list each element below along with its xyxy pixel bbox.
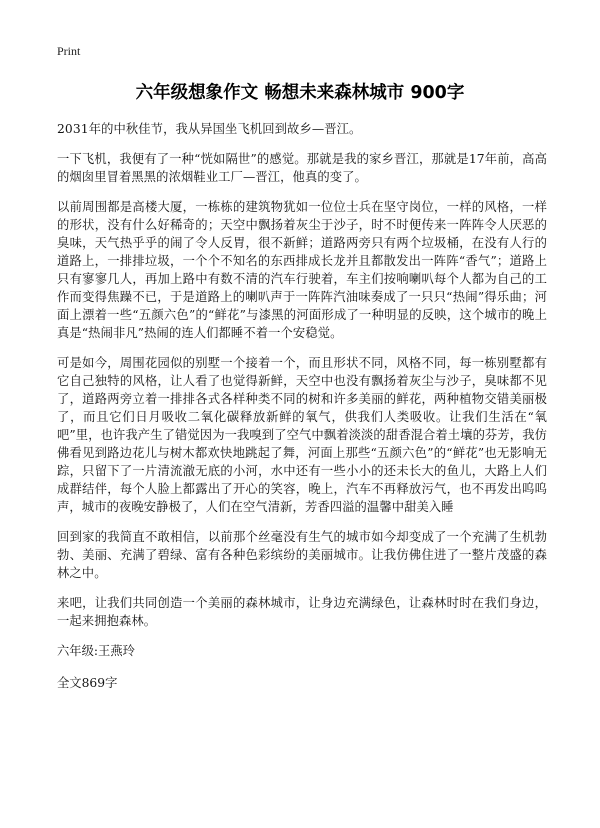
page-title: 六年级想象作文 畅想未来森林城市 900字 bbox=[135, 83, 465, 103]
paragraph-disbelief: 回到家的我简直不敢相信，以前那个丝毫没有生气的城市如今却变成了一个充满了生机勃勃、美丽、充满了碧绿、富有各种色彩缤纷的美丽城市。让我仿佛住进了一整片茂盛的森林之中。 bbox=[57, 530, 547, 580]
article-body bbox=[57, 120, 547, 706]
paragraph-present-city: 可是如今，周围花园似的别墅一个接着一个，而且形状不同，风格不同，每一栋别墅都有它自己独特的风格，让人看了也觉得新鲜，天空中也没有飘扬着灰尘与沙子，臭味都不见了，道路两旁立着一排排各式各样种类不同的树和许多美丽的鲜花，两种植物交错美丽极了，而且它们日月吸收二氧化碳释放新鲜的氧气，供我们人类吸收。让我们生活在“氧吧”里，也许我产生了错觉因为一我嗅到了空气中飘着淡淡的甜香混合着土壤的芬芳，我仿佛看见到路边花儿与树木都欢快地跳起了舞，河面上那些“五颜六色”的“鲜花”也无影响无踪，只留下了一片清流澈无底的小河，水中还有一些小小的还未长大的鱼儿，大路上人们成群结伴，每个人脸上都露出了开心的笑容，晚上，汽车不再释放污气，也不再发出呜呜声，城市的夜晚安静极了，人们在空气清新，芳香四溢的温馨中甜美入睡 bbox=[57, 356, 547, 514]
print-link[interactable]: Print bbox=[57, 44, 81, 58]
paragraph-return-home: 2031年的中秋佳节，我从异国坐飞机回到故乡—晋江。 bbox=[57, 122, 362, 136]
word-count: 全文869字 bbox=[57, 676, 118, 690]
paragraph-past-city: 以前周围都是高楼大厦，一栋栋的建筑物犹如一位位士兵在坚守岗位，一样的风格，一样的形状，没有什么好稀奇的；天空中飘扬着灰尘于沙子，时不时便传来一阵阵令人厌恶的臭味，天气热乎乎的闹了令人反胃，很不新鲜；道路两旁只有两个垃圾桶，在没有人行的道路上，一排排垃圾，一个个不知名的东西排成长龙并且都散发出一阵阵“香气”；道路上只有寥寥几人，再加上路中有数不清的汽车行驶着，车主们按响喇叭每个人都为自己的工作而变得焦躁不已，于是道路上的喇叭声于一阵阵汽油味奏成了一只只“热闹”得乐曲；河面上漂着一些“五颜六色”的“鲜花”与漆黑的河面形成了一种明显的反映，这个城市的晚上真是“热闹非凡”热闹的连人们都睡不着一个安稳觉。 bbox=[57, 200, 547, 340]
author-line: 六年级:王燕玲 bbox=[57, 644, 135, 658]
paragraph-first-impression: 一下飞机，我便有了一种“恍如隔世”的感觉。那就是我的家乡晋江，那就是17年前，高高的烟囱里冒着黑黑的浓烟鞋业工厂—晋江，他真的变了。 bbox=[57, 152, 547, 184]
paragraph-call-to-action: 来吧，让我们共同创造一个美丽的森林城市，让身边充满绿色，让森林时时在我们身边，一起来拥抱森林。 bbox=[57, 596, 547, 628]
